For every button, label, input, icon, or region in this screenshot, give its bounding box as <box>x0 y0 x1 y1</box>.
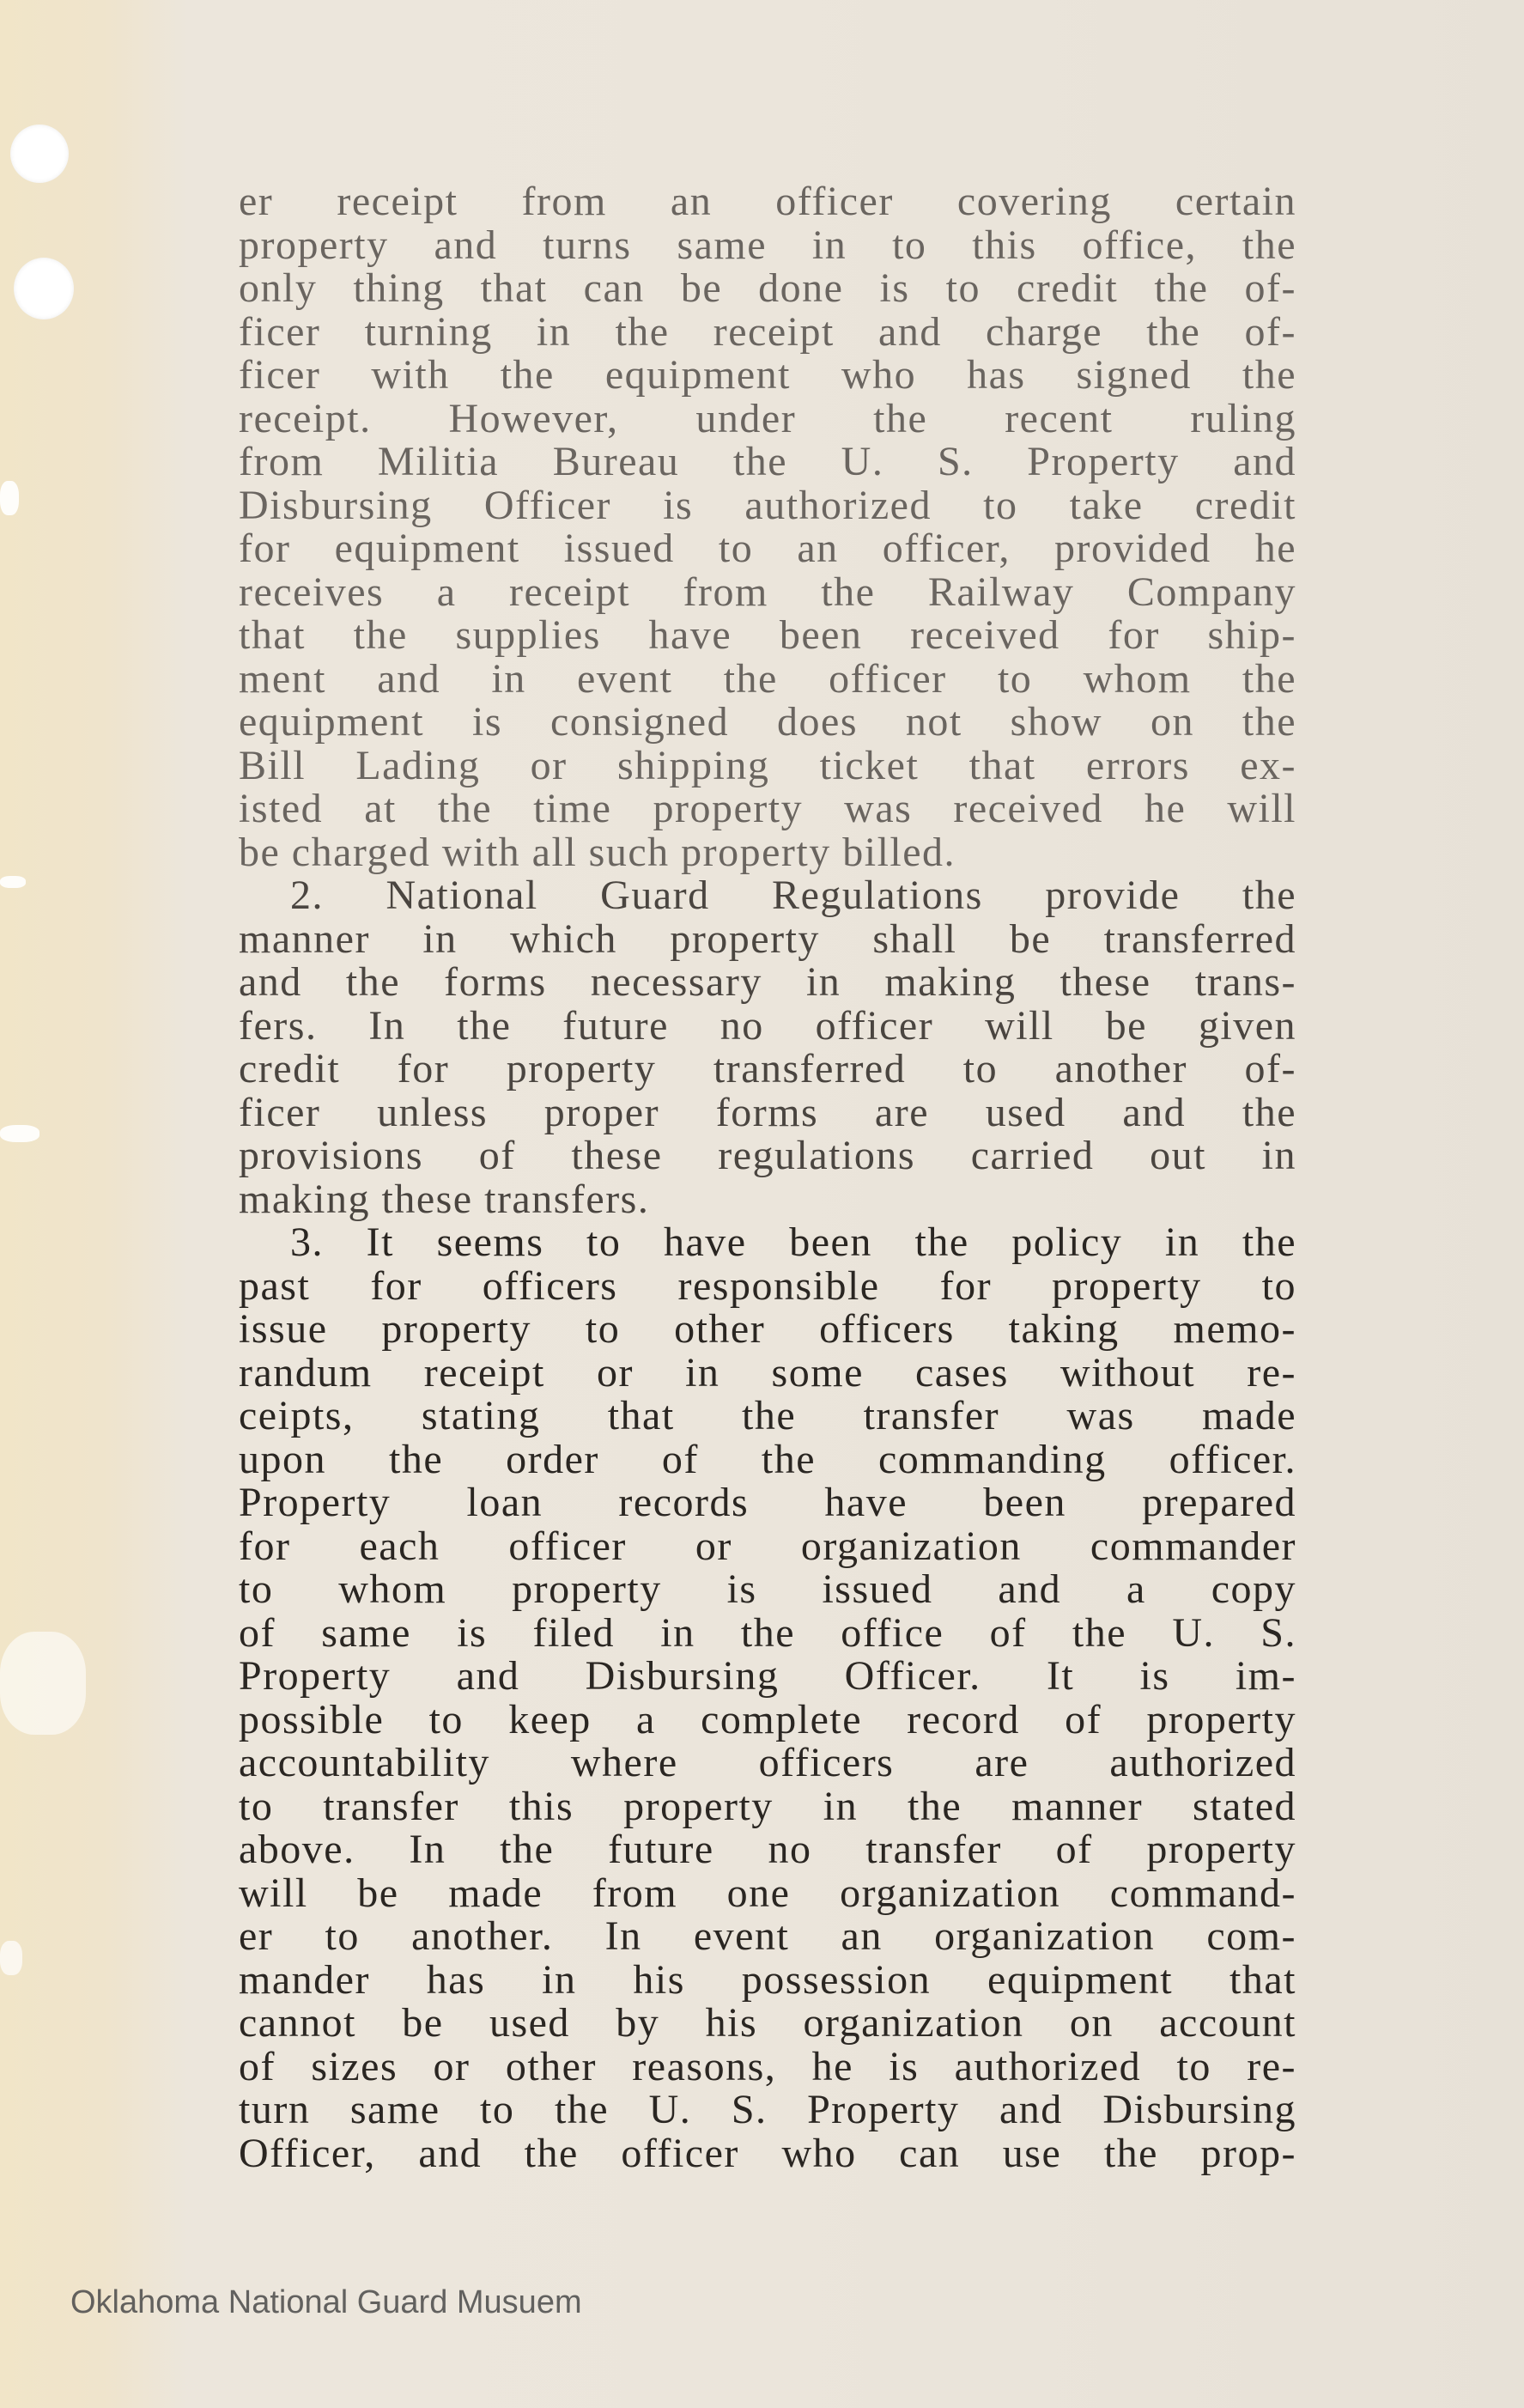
text-line: for equipment issued to an officer, provided he <box>239 526 1296 571</box>
text-line: ficer unless proper forms are used and the <box>239 1089 1296 1135</box>
paragraph-3 <box>239 1221 1296 2175</box>
text-line: Property loan records have been prepared <box>239 1480 1296 1525</box>
text-line: will be made from one organization command- <box>239 1870 1296 1916</box>
text-line: 2. National Guard Regulations provide the <box>290 873 1296 918</box>
text-line: to transfer this property in the manner stated <box>239 1783 1296 1829</box>
text-line: credit for property transferred to another of- <box>239 1046 1296 1092</box>
text-line: fers. In the future no officer will be given <box>239 1002 1296 1049</box>
text-line: accountability where officers are authorized <box>239 1740 1296 1785</box>
text-line: above. In the future no transfer of property <box>239 1827 1296 1872</box>
text-line: provisions of these regulations carried out in <box>239 1133 1296 1178</box>
edge-mark <box>0 1941 22 1975</box>
text-line: upon the order of the commanding officer. <box>239 1436 1296 1482</box>
document-text <box>239 180 1296 2241</box>
punch-hole <box>14 258 74 319</box>
text-line: equipment is consigned does not show on the <box>239 699 1296 745</box>
text-line: Bill Lading or shipping ticket that errors ex- <box>239 742 1296 788</box>
text-line: isted at the time property was received he will <box>239 786 1296 831</box>
text-line: from Militia Bureau the U. S. Property and <box>239 439 1296 484</box>
text-line: that the supplies have been received for ship- <box>239 612 1296 658</box>
text-line: er receipt from an officer covering certain <box>239 179 1296 224</box>
text-line: cannot be used by his organization on account <box>239 2000 1296 2046</box>
text-line: er to another. In event an organization com- <box>239 1913 1296 1959</box>
text-line: issue property to other officers taking memo- <box>239 1306 1296 1352</box>
text-line: of sizes or other reasons, he is authorized to re- <box>239 2043 1296 2089</box>
punch-hole <box>10 125 69 183</box>
paragraph-2 <box>239 874 1296 1221</box>
text-line: Property and Disbursing Officer. It is im- <box>239 1653 1296 1699</box>
text-line: possible to keep a complete record of property <box>239 1696 1296 1742</box>
text-line: property and turns same in to this office, the <box>239 222 1296 268</box>
museum-watermark: Oklahoma National Guard Musuem <box>70 2284 582 2320</box>
text-line: only thing that can be done is to credit the of- <box>239 265 1296 311</box>
text-line: Disbursing Officer is authorized to take credit <box>239 482 1296 528</box>
text-line: ficer with the equipment who has signed the <box>239 352 1296 398</box>
text-line: randum receipt or in some cases without re- <box>239 1349 1296 1396</box>
edge-mark <box>0 481 19 515</box>
text-line: ment and in event the officer to whom the <box>239 655 1296 702</box>
text-line: past for officers responsible for property to <box>239 1262 1296 1309</box>
text-line: and the forms necessary in making these trans- <box>239 959 1296 1005</box>
text-line: ceipts, stating that the transfer was made <box>239 1393 1296 1438</box>
text-line: making these transfers. <box>239 1176 650 1222</box>
edge-mark <box>0 1125 39 1142</box>
text-line: manner in which property shall be transferred <box>239 915 1296 962</box>
text-line: of same is filed in the office of the U. S. <box>239 1609 1296 1656</box>
edge-mark <box>0 1632 86 1735</box>
text-line: Officer, and the officer who can use the prop- <box>239 2130 1296 2176</box>
edge-mark <box>0 876 26 888</box>
text-line: mander has in his possession equipment that <box>239 1956 1296 2003</box>
text-line: for each officer or organization commander <box>239 1523 1296 1569</box>
text-line: receipt. However, under the recent ruling <box>239 395 1296 441</box>
text-line: be charged with all such property billed. <box>239 829 956 875</box>
text-line: turn same to the U. S. Property and Disbursing <box>239 2087 1296 2132</box>
paragraph-1 <box>239 180 1296 874</box>
text-line: to whom property is issued and a copy <box>239 1566 1296 1612</box>
text-line: ficer turning in the receipt and charge the of- <box>239 308 1296 355</box>
text-line: 3. It seems to have been the policy in the <box>290 1219 1296 1265</box>
text-line: receives a receipt from the Railway Company <box>239 569 1296 615</box>
